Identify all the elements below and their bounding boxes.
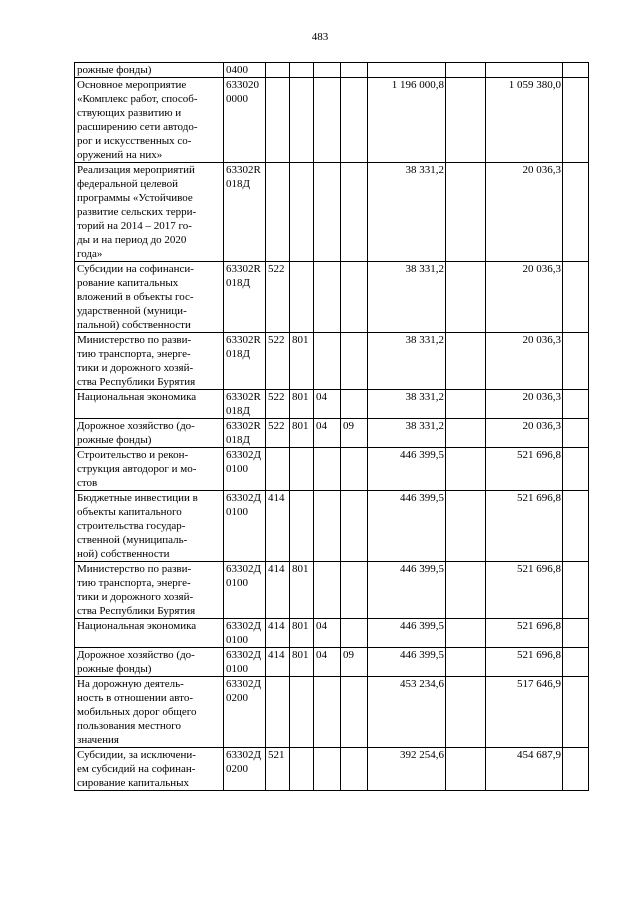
cell-expense-type: 522 [266,390,290,419]
cell-amount-year2: 521 696,8 [486,619,563,648]
cell-name: Бюджетные инвестиции в объекты капитального строительства государ- ственной (муниципаль- ной) собственности [75,491,224,562]
cell-target-article: 0400 [224,63,266,78]
cell-empty [563,448,589,491]
cell-target-article: 63302R 018Д [224,333,266,390]
cell-expense-type [266,677,290,748]
cell-section: 04 [314,419,341,448]
cell-empty [446,748,486,791]
cell-amount-year2: 20 036,3 [486,333,563,390]
cell-subsection [341,163,368,262]
cell-subsection [341,63,368,78]
cell-section [314,78,341,163]
cell-empty [446,262,486,333]
cell-empty [563,333,589,390]
table-row [75,63,589,78]
table-row [75,748,589,791]
cell-ministry-code [290,448,314,491]
cell-empty [563,491,589,562]
cell-ministry-code: 801 [290,562,314,619]
cell-expense-type: 414 [266,562,290,619]
cell-section [314,63,341,78]
cell-ministry-code [290,163,314,262]
cell-amount-year2: 20 036,3 [486,419,563,448]
cell-name: На дорожную деятель- ность в отношении авто- мобильных дорог общего пользования местного значения [75,677,224,748]
cell-ministry-code [290,677,314,748]
cell-subsection [341,262,368,333]
table-row [75,677,589,748]
cell-expense-type: 522 [266,419,290,448]
cell-expense-type: 414 [266,491,290,562]
cell-ministry-code: 801 [290,390,314,419]
cell-amount-year1: 446 399,5 [368,648,446,677]
cell-ministry-code [290,262,314,333]
cell-expense-type [266,448,290,491]
cell-amount-year2: 20 036,3 [486,163,563,262]
cell-empty [446,562,486,619]
cell-empty [563,619,589,648]
cell-amount-year2: 20 036,3 [486,390,563,419]
cell-target-article: 63302R 018Д [224,163,266,262]
cell-target-article: 63302R 018Д [224,262,266,333]
cell-section: 04 [314,619,341,648]
cell-name: Дорожное хозяйство (до- рожные фонды) [75,648,224,677]
cell-empty [446,648,486,677]
cell-empty [446,619,486,648]
cell-expense-type: 522 [266,262,290,333]
cell-subsection [341,333,368,390]
cell-empty [446,78,486,163]
cell-name: Национальная экономика [75,619,224,648]
cell-amount-year1: 38 331,2 [368,262,446,333]
cell-target-article: 63302Д 0100 [224,619,266,648]
cell-amount-year2: 521 696,8 [486,448,563,491]
cell-section: 04 [314,648,341,677]
table-row [75,619,589,648]
cell-section: 04 [314,390,341,419]
cell-empty [563,262,589,333]
cell-name: Министерство по разви- тию транспорта, энерге- тики и дорожного хозяй- ства Республики Бурятия [75,562,224,619]
cell-amount-year1: 446 399,5 [368,448,446,491]
cell-empty [563,63,589,78]
table-row [75,163,589,262]
cell-subsection [341,619,368,648]
cell-name: Министерство по разви- тию транспорта, энерге- тики и дорожного хозяй- ства Республики Бурятия [75,333,224,390]
cell-ministry-code [290,491,314,562]
budget-table [74,62,589,791]
cell-subsection [341,78,368,163]
cell-ministry-code: 801 [290,419,314,448]
cell-subsection [341,677,368,748]
cell-subsection: 09 [341,419,368,448]
cell-expense-type [266,78,290,163]
cell-section [314,333,341,390]
cell-amount-year1: 446 399,5 [368,491,446,562]
cell-amount-year1: 1 196 000,8 [368,78,446,163]
cell-section [314,262,341,333]
cell-target-article: 63302Д 0200 [224,677,266,748]
cell-amount-year1: 392 254,6 [368,748,446,791]
cell-empty [446,491,486,562]
cell-section [314,677,341,748]
table-row [75,562,589,619]
cell-amount-year2: 1 059 380,0 [486,78,563,163]
table-row [75,262,589,333]
cell-subsection [341,562,368,619]
cell-empty [446,163,486,262]
cell-subsection [341,491,368,562]
table-row [75,78,589,163]
cell-name: Строительство и рекон- струкция автодорог и мо- стов [75,448,224,491]
cell-empty [563,78,589,163]
cell-empty [563,748,589,791]
cell-expense-type [266,63,290,78]
cell-name: Национальная экономика [75,390,224,419]
cell-name: рожные фонды) [75,63,224,78]
cell-target-article: 633020 0000 [224,78,266,163]
cell-amount-year2: 20 036,3 [486,262,563,333]
cell-section [314,448,341,491]
cell-target-article: 63302Д 0100 [224,491,266,562]
cell-expense-type: 414 [266,648,290,677]
cell-section [314,562,341,619]
cell-subsection [341,448,368,491]
cell-amount-year1: 38 331,2 [368,390,446,419]
cell-name: Дорожное хозяйство (до- рожные фонды) [75,419,224,448]
cell-amount-year2 [486,63,563,78]
table-body [75,63,589,791]
cell-empty [563,562,589,619]
cell-section [314,748,341,791]
cell-amount-year1: 446 399,5 [368,562,446,619]
cell-ministry-code: 801 [290,619,314,648]
cell-empty [446,333,486,390]
cell-empty [563,390,589,419]
cell-expense-type [266,163,290,262]
cell-empty [563,419,589,448]
cell-amount-year1: 38 331,2 [368,163,446,262]
cell-target-article: 63302Д 0100 [224,648,266,677]
cell-amount-year1: 446 399,5 [368,619,446,648]
cell-target-article: 63302R 018Д [224,390,266,419]
table-row [75,390,589,419]
cell-target-article: 63302Д 0100 [224,448,266,491]
cell-amount-year2: 521 696,8 [486,648,563,677]
cell-name: Субсидии на софинанси- рование капитальных вложений в объекты гос- ударственной (муници- пальной) собственности [75,262,224,333]
cell-amount-year2: 517 646,9 [486,677,563,748]
cell-empty [446,390,486,419]
cell-amount-year2: 454 687,9 [486,748,563,791]
cell-ministry-code [290,78,314,163]
cell-amount-year2: 521 696,8 [486,491,563,562]
table-row [75,333,589,390]
cell-subsection [341,748,368,791]
cell-name: Основное мероприятие «Комплекс работ, способ- ствующих развитию и расширению сети автодо- рог и искусственных со- оружений на них» [75,78,224,163]
table-row [75,419,589,448]
cell-ministry-code [290,748,314,791]
table-row [75,648,589,677]
table-row [75,491,589,562]
cell-amount-year1 [368,63,446,78]
cell-subsection [341,390,368,419]
cell-section [314,163,341,262]
cell-expense-type: 522 [266,333,290,390]
table-row [75,448,589,491]
cell-amount-year1: 38 331,2 [368,333,446,390]
cell-empty [563,648,589,677]
cell-ministry-code: 801 [290,648,314,677]
cell-amount-year1: 38 331,2 [368,419,446,448]
cell-target-article: 63302Д 0100 [224,562,266,619]
cell-target-article: 63302Д 0200 [224,748,266,791]
cell-empty [446,63,486,78]
cell-expense-type: 414 [266,619,290,648]
cell-empty [446,448,486,491]
cell-target-article: 63302R 018Д [224,419,266,448]
cell-empty [446,677,486,748]
cell-empty [563,163,589,262]
cell-empty [446,419,486,448]
cell-amount-year2: 521 696,8 [486,562,563,619]
cell-ministry-code: 801 [290,333,314,390]
cell-ministry-code [290,63,314,78]
cell-subsection: 09 [341,648,368,677]
cell-expense-type: 521 [266,748,290,791]
page-number: 483 [311,31,329,43]
cell-name: Субсидии, за исключени- ем субсидий на софинан- сирование капитальных [75,748,224,791]
cell-section [314,491,341,562]
cell-amount-year1: 453 234,6 [368,677,446,748]
cell-name: Реализация мероприятий федеральной целевой программы «Устойчивое развитие сельских терри- торий на 2014 – 2017 го- ды и на период до 2020 года» [75,163,224,262]
cell-empty [563,677,589,748]
